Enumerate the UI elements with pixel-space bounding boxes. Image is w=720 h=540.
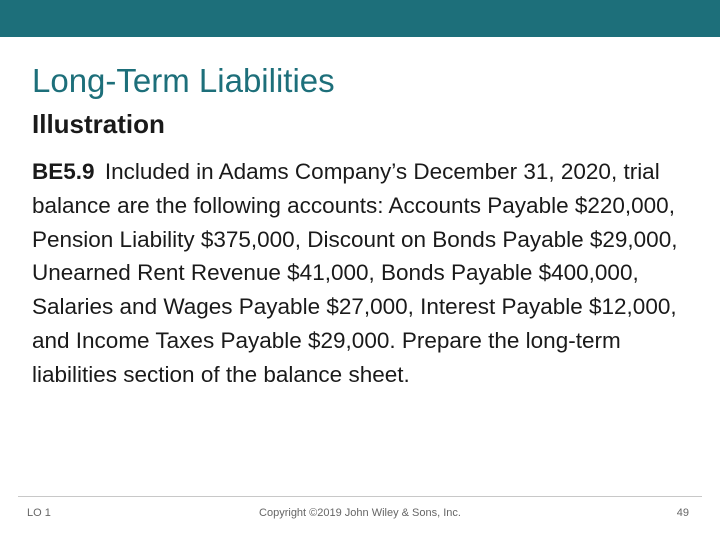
slide-title: Long-Term Liabilities	[32, 62, 335, 99]
exercise-reference: BE5.9	[32, 159, 95, 184]
learning-objective: LO 1	[27, 507, 51, 519]
page-number: 49	[676, 507, 689, 519]
slide-subtitle: Illustration	[32, 109, 165, 139]
exercise-text: Included in Adams Company’s December 31, 2020, trial balance are the following accounts: Accounts Payable $220,000, Pension Liability $375,000, Discount on Bonds Payable $29,000, Unearned Rent Revenue $41,000, Bonds Payable $400,000, Salaries and Wages Payable $27,000, Interest Payable $12,000, and Income Taxes Payable $29,000. Prepare the long-term liabilities section of the balance sheet.	[32, 159, 678, 387]
copyright-notice: Copyright ©2019 John Wiley & Sons, Inc.	[259, 507, 461, 519]
header-bar	[0, 0, 720, 37]
exercise-paragraph	[32, 155, 694, 392]
footer-divider	[18, 496, 702, 497]
